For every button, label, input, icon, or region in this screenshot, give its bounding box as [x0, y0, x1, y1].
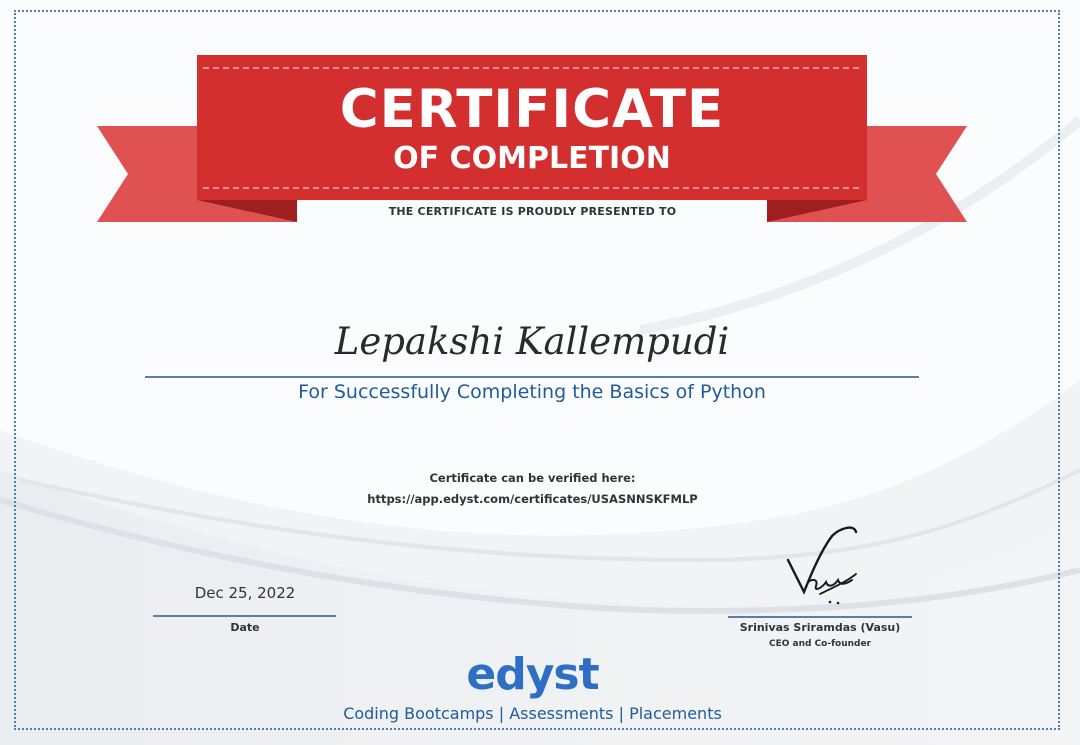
- verification-url[interactable]: https://app.edyst.com/certificates/USASNNSKFMLP: [367, 492, 698, 506]
- issue-date: Dec 25, 2022: [194, 584, 296, 602]
- date-underline: [153, 615, 336, 617]
- certificate-title: CERTIFICATE: [339, 79, 725, 140]
- presented-to-text: THE CERTIFICATE IS PROUDLY PRESENTED TO: [388, 205, 677, 218]
- recipient-name: Lepakshi Kallempudi: [334, 320, 730, 363]
- date-label: Date: [230, 621, 260, 634]
- verification-label: Certificate can be verified here:: [429, 471, 636, 485]
- certificate-subtitle: OF COMPLETION: [393, 141, 671, 176]
- signatory-name: Srinivas Sriramdas (Vasu): [739, 621, 901, 634]
- signatory-role: CEO and Co-founder: [768, 639, 871, 649]
- brand-tagline: Coding Bootcamps | Assessments | Placements: [343, 704, 722, 723]
- handwritten-signature-icon: [780, 522, 870, 607]
- signature-underline: [728, 616, 912, 618]
- course-description: For Successfully Completing the Basics of Python: [298, 381, 766, 403]
- edyst-logo: edyst: [466, 649, 599, 700]
